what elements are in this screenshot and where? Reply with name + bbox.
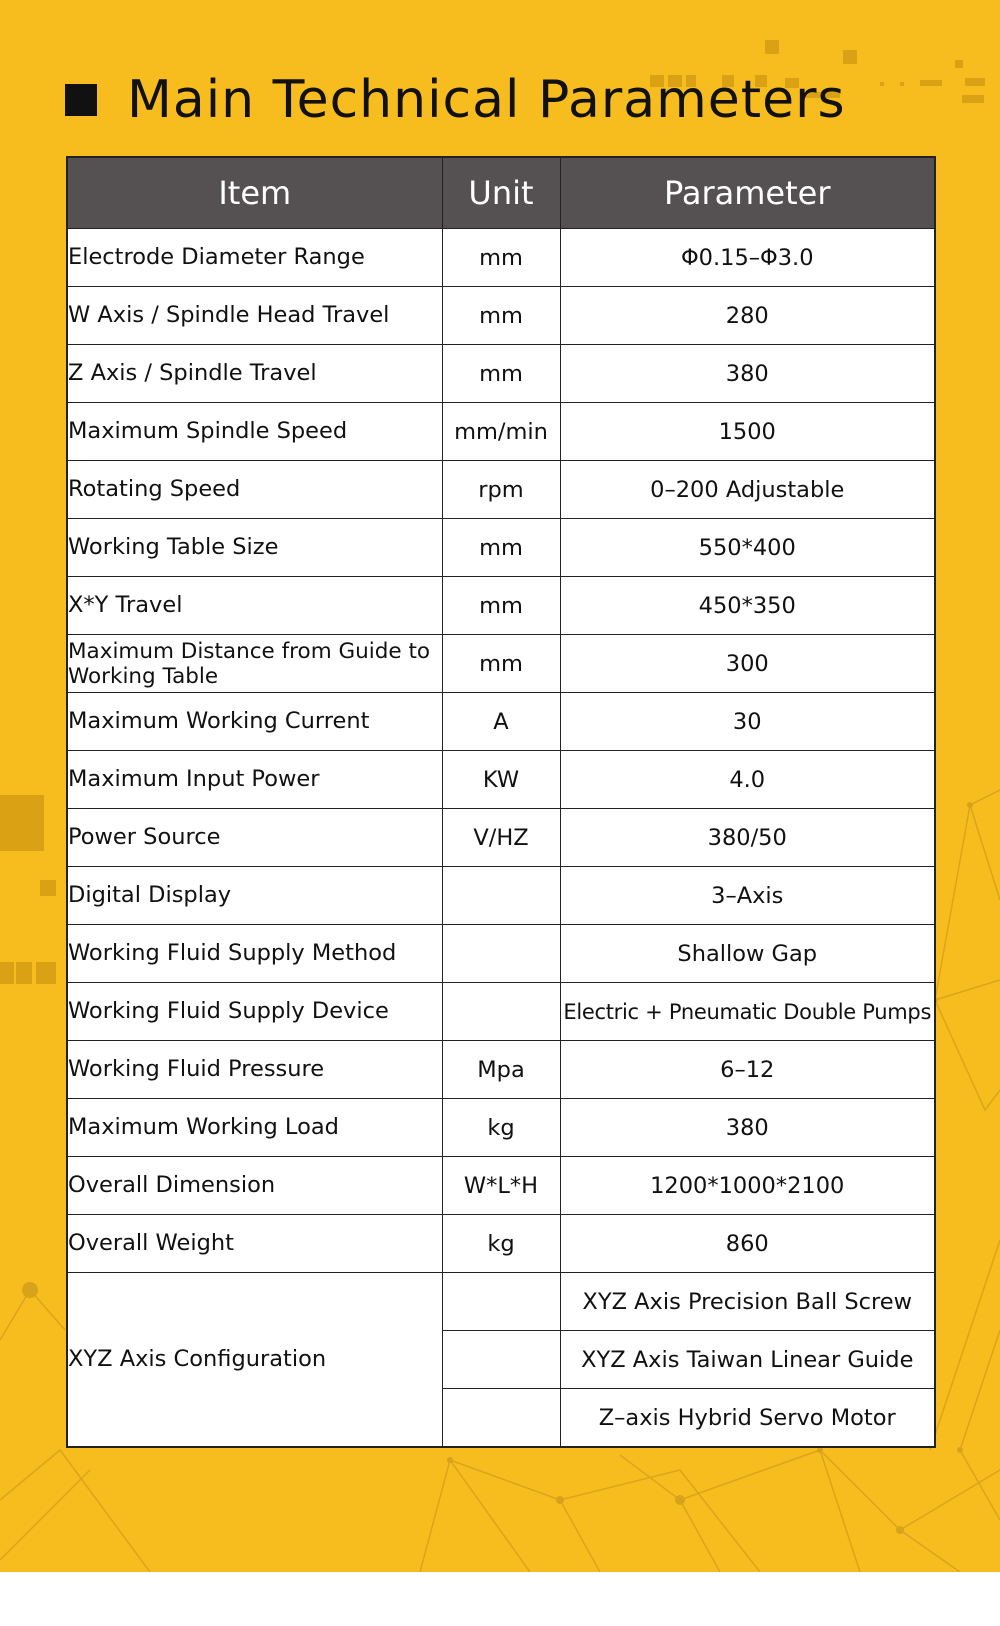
row-unit: A xyxy=(442,693,560,751)
row-parameter: 380/50 xyxy=(560,809,935,867)
table-row xyxy=(67,577,935,635)
table-row xyxy=(67,751,935,809)
row-parameter: Shallow Gap xyxy=(560,925,935,983)
row-unit: mm xyxy=(442,577,560,635)
row-unit: mm xyxy=(442,519,560,577)
row-unit xyxy=(442,925,560,983)
header-parameter: Parameter xyxy=(560,157,935,229)
table-row xyxy=(67,809,935,867)
row-item: Overall Dimension xyxy=(67,1157,442,1215)
header-item: Item xyxy=(67,157,442,229)
table-row xyxy=(67,693,935,751)
row-item: Maximum Distance from Guide to Working Table xyxy=(67,635,442,693)
row-unit: mm xyxy=(442,229,560,287)
title-bullet-square-icon xyxy=(65,84,97,116)
row-unit: KW xyxy=(442,751,560,809)
row-item: Electrode Diameter Range xyxy=(67,229,442,287)
row-parameter: 450*350 xyxy=(560,577,935,635)
table-row xyxy=(67,925,935,983)
row-parameter: 1500 xyxy=(560,403,935,461)
row-unit: mm xyxy=(442,635,560,693)
row-item: W Axis / Spindle Head Travel xyxy=(67,287,442,345)
row-item: Working Fluid Supply Method xyxy=(67,925,442,983)
row-unit: kg xyxy=(442,1099,560,1157)
row-parameter: 0–200 Adjustable xyxy=(560,461,935,519)
row-item: Maximum Working Current xyxy=(67,693,442,751)
xyz-parameter: XYZ Axis Precision Ball Screw xyxy=(560,1273,935,1331)
row-unit: mm/min xyxy=(442,403,560,461)
row-parameter: 280 xyxy=(560,287,935,345)
row-parameter: Φ0.15–Φ3.0 xyxy=(560,229,935,287)
row-parameter: 6–12 xyxy=(560,1041,935,1099)
row-parameter: 550*400 xyxy=(560,519,935,577)
row-unit: kg xyxy=(442,1215,560,1273)
table-row xyxy=(67,867,935,925)
table-row xyxy=(67,635,935,693)
row-unit: mm xyxy=(442,345,560,403)
header-unit: Unit xyxy=(442,157,560,229)
xyz-parameter: Z–axis Hybrid Servo Motor xyxy=(560,1389,935,1448)
row-unit: mm xyxy=(442,287,560,345)
row-item: Z Axis / Spindle Travel xyxy=(67,345,442,403)
row-item: Working Fluid Pressure xyxy=(67,1041,442,1099)
row-parameter: 4.0 xyxy=(560,751,935,809)
row-parameter: 380 xyxy=(560,345,935,403)
row-unit: V/HZ xyxy=(442,809,560,867)
table-row xyxy=(67,519,935,577)
table-row xyxy=(67,403,935,461)
row-unit xyxy=(442,1389,560,1448)
table-row xyxy=(67,1157,935,1215)
row-unit xyxy=(442,867,560,925)
page-title: Main Technical Parameters xyxy=(127,70,846,130)
row-item: Overall Weight xyxy=(67,1215,442,1273)
row-unit: Mpa xyxy=(442,1041,560,1099)
row-unit xyxy=(442,1273,560,1331)
row-unit xyxy=(442,983,560,1041)
xyz-parameter: XYZ Axis Taiwan Linear Guide xyxy=(560,1331,935,1389)
row-unit xyxy=(442,1331,560,1389)
row-parameter: 380 xyxy=(560,1099,935,1157)
row-item: Digital Display xyxy=(67,867,442,925)
row-item: Power Source xyxy=(67,809,442,867)
table-header-row xyxy=(67,157,935,229)
row-item: Maximum Spindle Speed xyxy=(67,403,442,461)
table-row xyxy=(67,1099,935,1157)
table-row xyxy=(67,983,935,1041)
row-parameter: 300 xyxy=(560,635,935,693)
row-item: Working Fluid Supply Device xyxy=(67,983,442,1041)
row-parameter: 3–Axis xyxy=(560,867,935,925)
title-row xyxy=(65,70,846,130)
row-item: Maximum Working Load xyxy=(67,1099,442,1157)
row-parameter: Electric + Pneumatic Double Pumps xyxy=(560,983,935,1041)
row-item: Maximum Input Power xyxy=(67,751,442,809)
table-row xyxy=(67,229,935,287)
xyz-config-item: XYZ Axis Configuration xyxy=(67,1273,442,1448)
table-row xyxy=(67,1215,935,1273)
table-row-xyz xyxy=(67,1273,935,1331)
row-parameter: 860 xyxy=(560,1215,935,1273)
row-item: Rotating Speed xyxy=(67,461,442,519)
row-parameter: 30 xyxy=(560,693,935,751)
row-unit: W*L*H xyxy=(442,1157,560,1215)
row-item: X*Y Travel xyxy=(67,577,442,635)
row-unit: rpm xyxy=(442,461,560,519)
table-row xyxy=(67,287,935,345)
table-row xyxy=(67,1041,935,1099)
row-item: Working Table Size xyxy=(67,519,442,577)
table-row xyxy=(67,345,935,403)
parameters-table xyxy=(66,156,936,1448)
row-parameter: 1200*1000*2100 xyxy=(560,1157,935,1215)
table-row xyxy=(67,461,935,519)
